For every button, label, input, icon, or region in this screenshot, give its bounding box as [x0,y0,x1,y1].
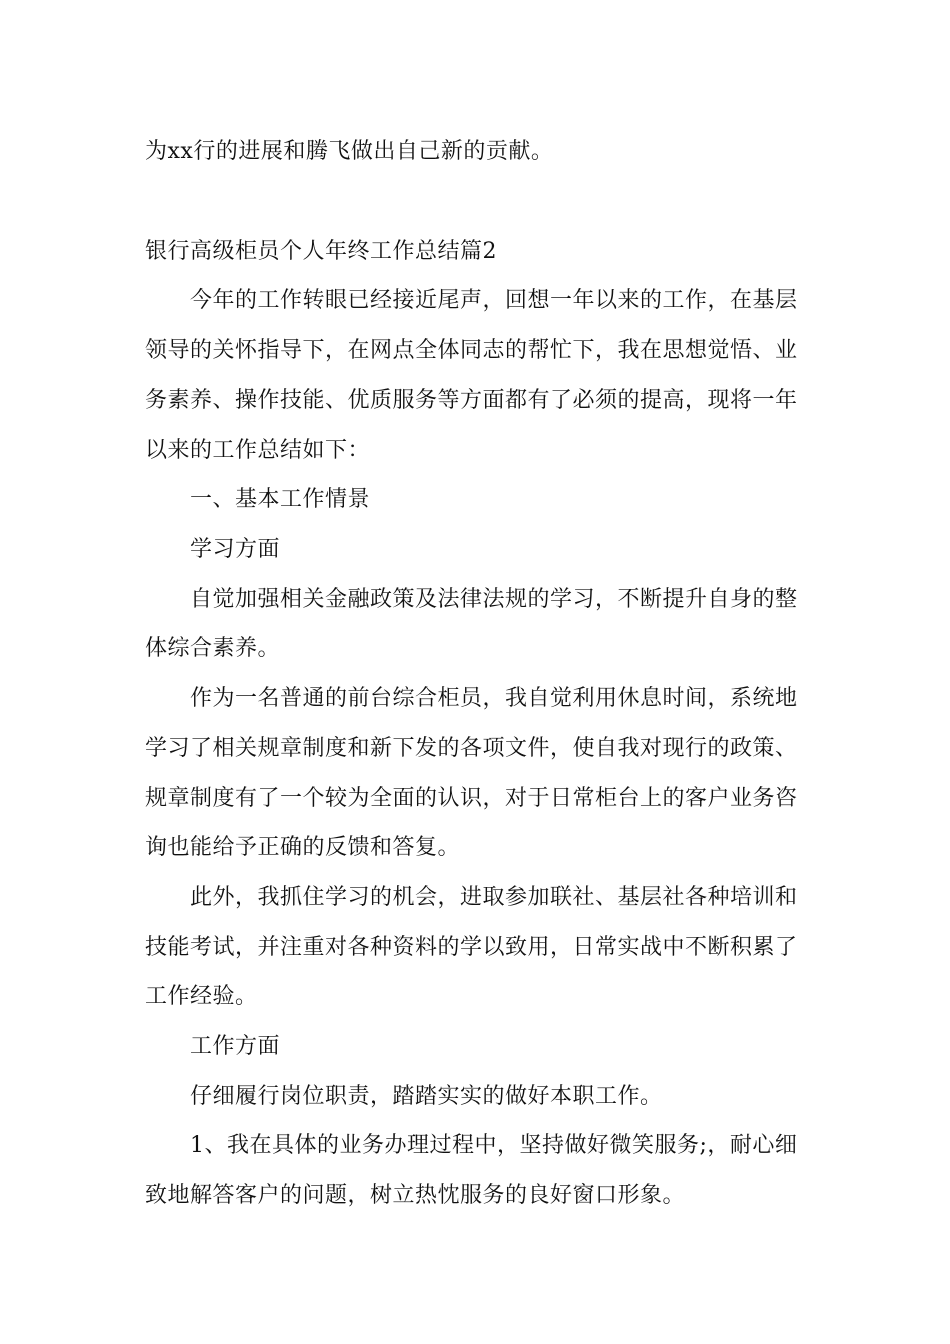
heading-basic-situation: 一、基本工作情景 [190,487,371,512]
paragraph-line: 致地解答客户的问题，树立热忱服务的良好窗口形象。 [145,1183,686,1208]
paragraph-line: 领导的关怀指导下，在网点全体同志的帮忙下，我在思想觉悟、业 [145,338,798,363]
paragraph-line: 技能考试，并注重对各种资料的学以致用，日常实战中不断积累了 [145,935,798,960]
paragraph-line: 务素养、操作技能、优质服务等方面都有了必须的提高，现将一年 [145,388,798,413]
closing-line: 为xx行的进展和腾飞做出自己新的贡献。 [145,139,554,164]
paragraph-line: 自觉加强相关金融政策及法律法规的学习，不断提升自身的整 [190,587,798,612]
paragraph-line: 工作经验。 [145,984,258,1009]
paragraph-line: 规章制度有了一个较为全面的认识，对于日常柜台上的客户业务咨 [145,786,798,811]
heading-study: 学习方面 [190,537,281,562]
paragraph-line: 此外，我抓住学习的机会，进取参加联社、基层社各种培训和 [190,885,798,910]
paragraph-line: 仔细履行岗位职责，踏踏实实的做好本职工作。 [190,1084,663,1109]
paragraph-line: 今年的工作转眼已经接近尾声，回想一年以来的工作，在基层 [190,288,798,313]
paragraph-line: 以来的工作总结如下： [145,438,371,463]
paragraph-line: 体综合素养。 [145,636,281,661]
paragraph-line: 作为一名普通的前台综合柜员，我自觉利用休息时间，系统地 [190,686,798,711]
paragraph-line: 1、我在具体的业务办理过程中，坚持做好微笑服务;，耐心细 [190,1133,798,1158]
section-title: 银行高级柜员个人年终工作总结篇2 [145,239,497,264]
heading-work: 工作方面 [190,1034,281,1059]
paragraph-line: 学习了相关规章制度和新下发的各项文件，使自我对现行的政策、 [145,736,798,761]
paragraph-line: 询也能给予正确的反馈和答复。 [145,835,461,860]
